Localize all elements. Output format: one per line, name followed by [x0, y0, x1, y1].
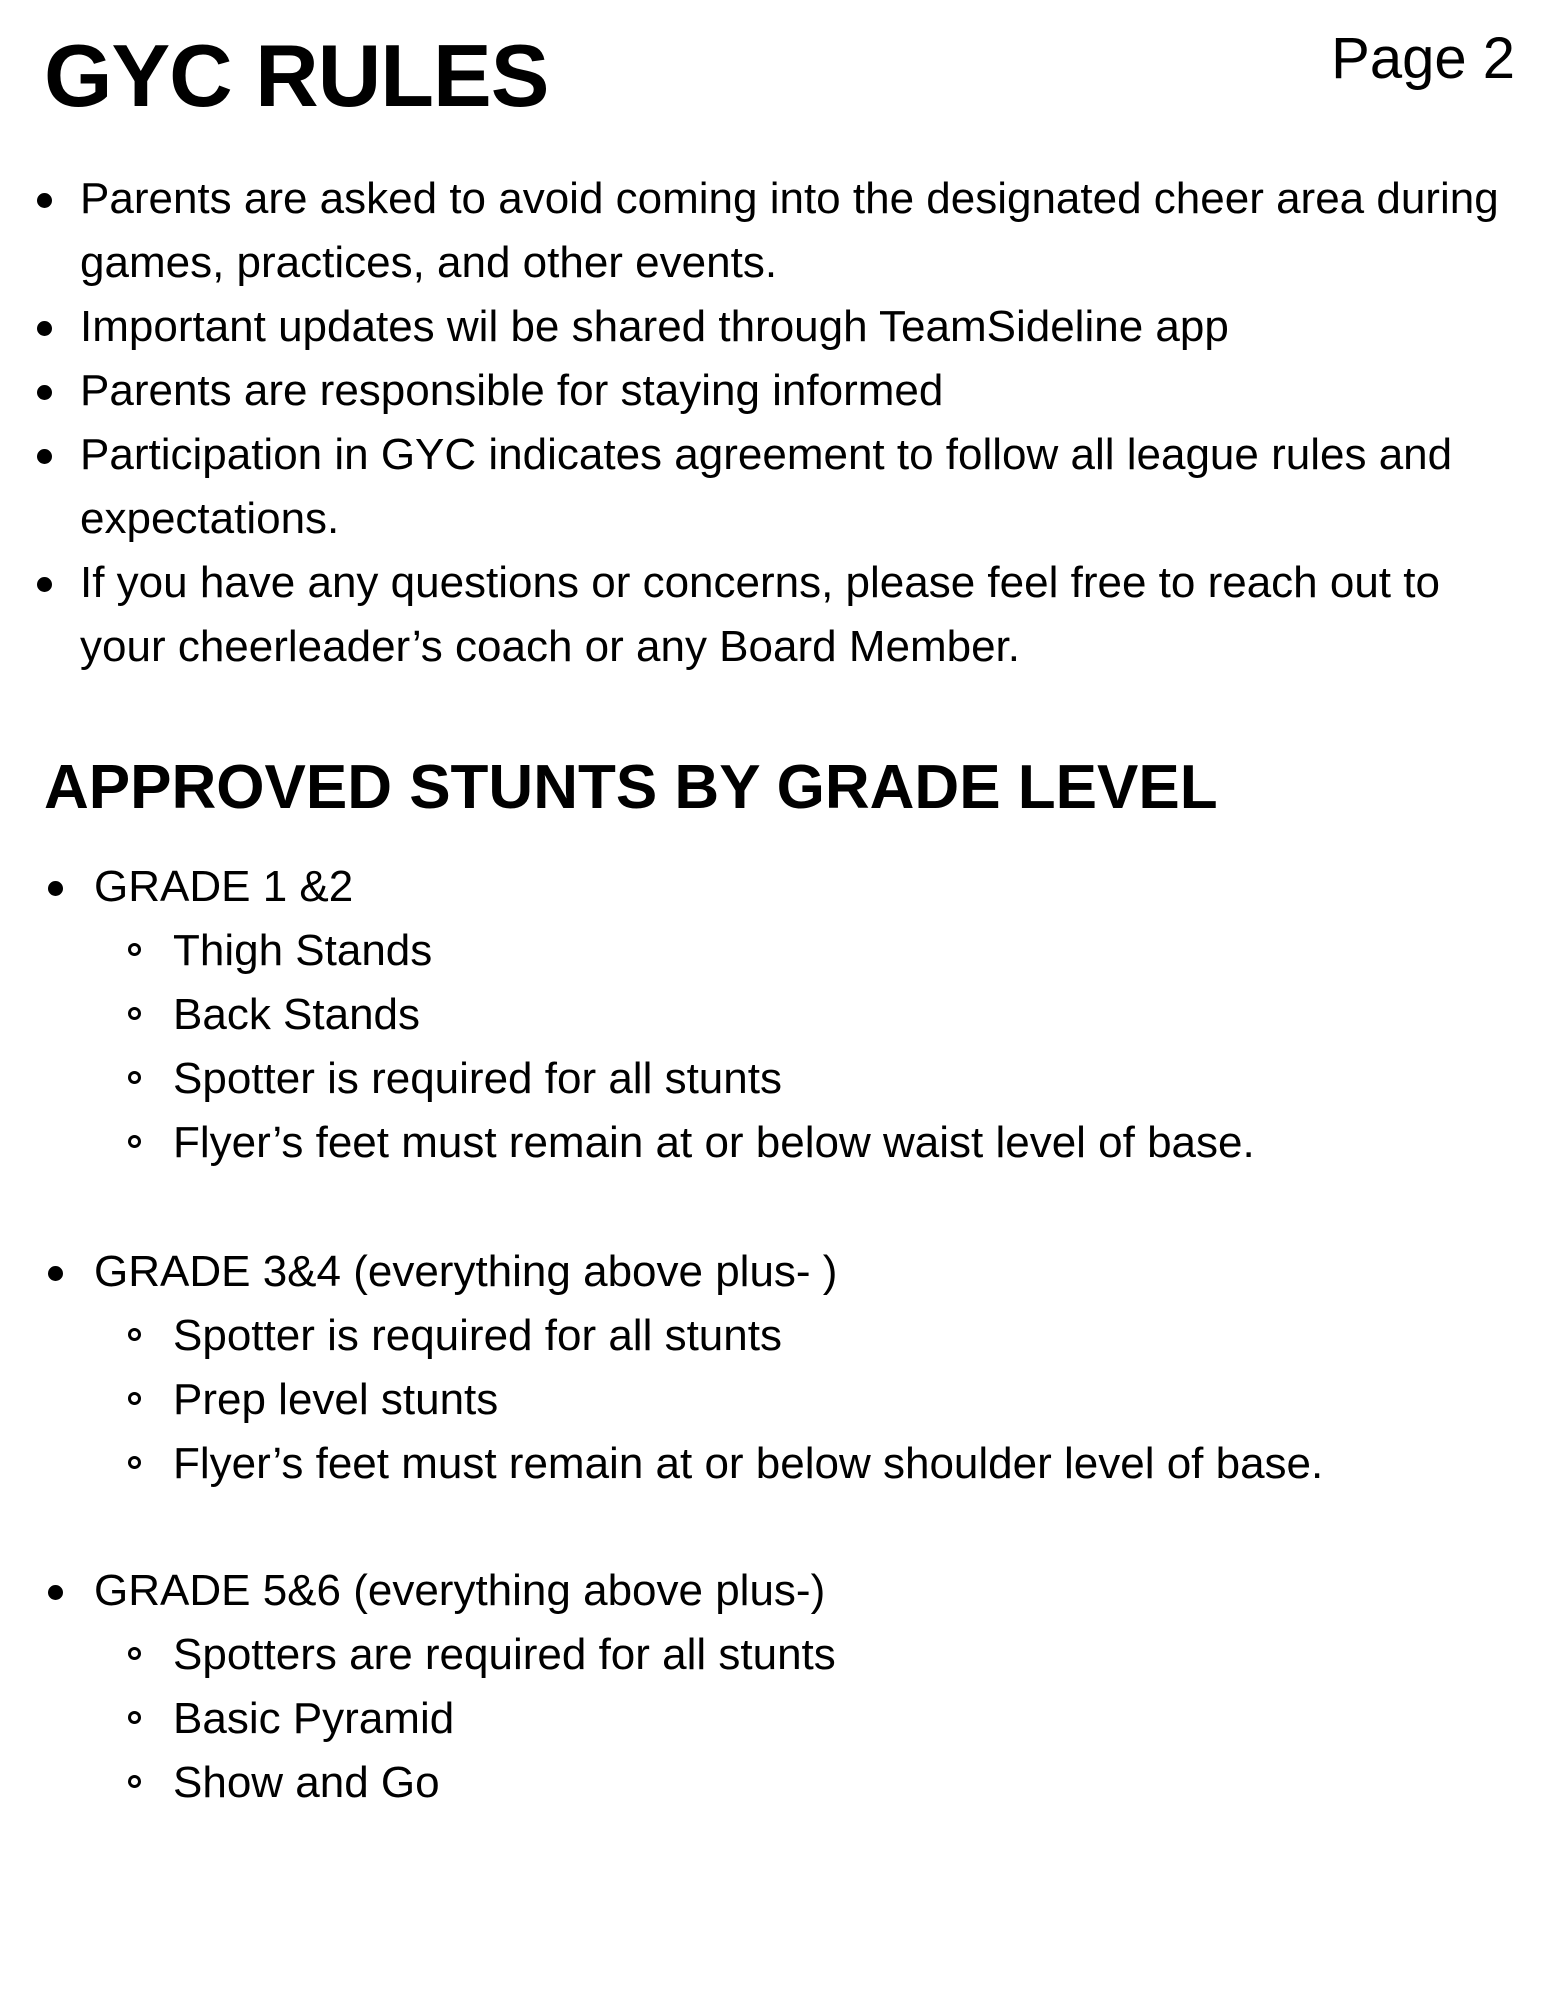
- rule-item: [0, 551, 1520, 679]
- stunt-item: [0, 1304, 1540, 1368]
- rule-text: If you have any questions or concerns, please feel free to reach out to your cheerleader’s coach or any Board Member.: [80, 558, 1440, 671]
- stunt-item: [0, 1111, 1540, 1175]
- stunt-item: [0, 1751, 1540, 1815]
- hollow-bullet-icon: [128, 1647, 141, 1660]
- rules-list: [0, 167, 1520, 679]
- page-title: GYC RULES: [44, 26, 549, 125]
- grade-label: GRADE 3&4 (everything above plus- ): [94, 1247, 838, 1296]
- rule-item: [0, 167, 1520, 295]
- stunt-text: Spotter is required for all stunts: [173, 1054, 782, 1103]
- stunt-item: [0, 1432, 1540, 1496]
- stunt-text: Flyer’s feet must remain at or below waist level of base.: [173, 1118, 1255, 1167]
- grade-stunt-list: [0, 1304, 1540, 1496]
- grade-block-1-2: [0, 855, 1540, 1175]
- stunt-text: Thigh Stands: [173, 926, 433, 975]
- hollow-bullet-icon: [128, 1007, 141, 1020]
- hollow-bullet-icon: [128, 1135, 141, 1148]
- stunt-text: Flyer’s feet must remain at or below shoulder level of base.: [173, 1439, 1324, 1488]
- rule-item: [0, 295, 1520, 359]
- stunt-item: [0, 1687, 1540, 1751]
- rule-text: Participation in GYC indicates agreement to follow all league rules and expectations.: [80, 430, 1453, 543]
- hollow-bullet-icon: [128, 1711, 141, 1724]
- grade-label: GRADE 1 &2: [94, 862, 354, 911]
- bullet-icon: [48, 881, 63, 896]
- bullet-icon: [37, 321, 52, 336]
- stunt-text: Show and Go: [173, 1758, 440, 1807]
- hollow-bullet-icon: [128, 1328, 141, 1341]
- rule-text: Parents are responsible for staying informed: [80, 366, 944, 415]
- stunt-text: Spotter is required for all stunts: [173, 1311, 782, 1360]
- rule-item: [0, 423, 1520, 551]
- stunt-item: [0, 1368, 1540, 1432]
- hollow-bullet-icon: [128, 1392, 141, 1405]
- stunt-text: Basic Pyramid: [173, 1694, 455, 1743]
- stunt-item: [0, 919, 1540, 983]
- hollow-bullet-icon: [128, 1456, 141, 1469]
- grade-heading: [0, 1240, 1540, 1304]
- rule-text: Parents are asked to avoid coming into the designated cheer area during games, practices, and other events.: [80, 174, 1499, 287]
- stunt-text: Prep level stunts: [173, 1375, 499, 1424]
- stunt-text: Back Stands: [173, 990, 421, 1039]
- rule-item: [0, 359, 1520, 423]
- grade-block-5-6: [0, 1559, 1540, 1815]
- hollow-bullet-icon: [128, 1071, 141, 1084]
- stunt-text: Spotters are required for all stunts: [173, 1630, 836, 1679]
- bullet-icon: [48, 1266, 63, 1281]
- hollow-bullet-icon: [128, 943, 141, 956]
- grade-heading: [0, 1559, 1540, 1623]
- stunts-section-title: APPROVED STUNTS BY GRADE LEVEL: [44, 753, 1218, 822]
- stunt-item: [0, 1623, 1540, 1687]
- rule-text: Important updates wil be shared through TeamSideline app: [80, 302, 1229, 351]
- grade-block-3-4: [0, 1240, 1540, 1496]
- bullet-icon: [37, 577, 52, 592]
- bullet-icon: [37, 385, 52, 400]
- grade-heading: [0, 855, 1540, 919]
- page-number: Page 2: [1331, 26, 1515, 91]
- bullet-icon: [37, 449, 52, 464]
- grade-label: GRADE 5&6 (everything above plus-): [94, 1566, 826, 1615]
- grade-stunt-list: [0, 1623, 1540, 1815]
- grade-stunt-list: [0, 919, 1540, 1175]
- stunt-item: [0, 983, 1540, 1047]
- bullet-icon: [37, 193, 52, 208]
- hollow-bullet-icon: [128, 1775, 141, 1788]
- bullet-icon: [48, 1585, 63, 1600]
- stunt-item: [0, 1047, 1540, 1111]
